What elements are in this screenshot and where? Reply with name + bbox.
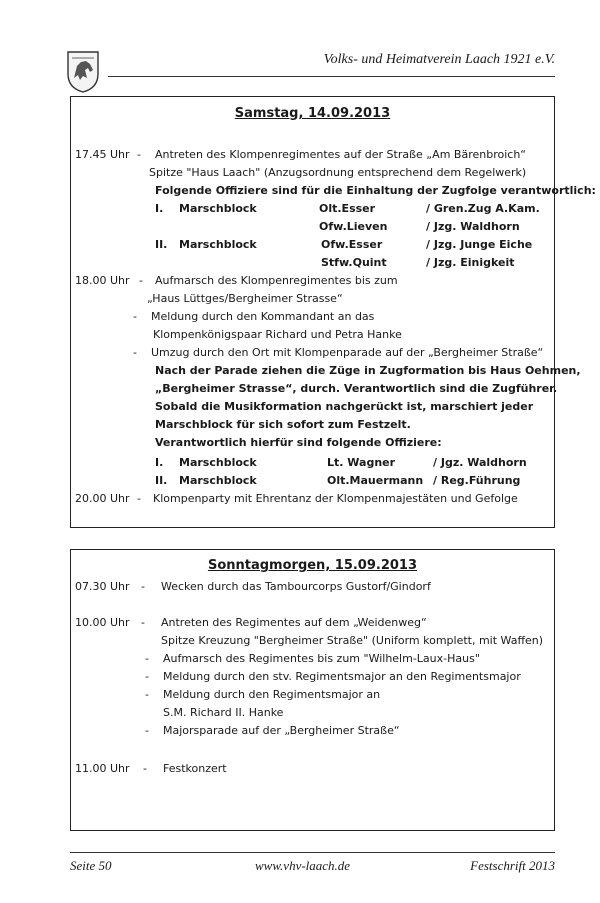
bullet-dash: - (145, 724, 149, 737)
event-text: Umzug durch den Ort mit Klompenparade auf der „Bergheimer Straße“ (151, 346, 544, 359)
bullet-dash: - (145, 688, 149, 701)
bullet-dash: - (137, 148, 141, 161)
footer-publication: Festschrift 2013 (470, 858, 555, 873)
officer-row-unit: / Gren.Zug A.Kam. (426, 202, 540, 215)
event-text: Antreten des Klompenregimentes auf der Straße „Am Bärenbroich“ (155, 148, 526, 161)
event-text: Majorsparade auf der „Bergheimer Straße“ (163, 724, 400, 737)
officer-row-unit: / Reg.Führung (433, 474, 521, 487)
officer-row-rank: Lt. Wagner (327, 456, 396, 469)
event-text: Spitze Kreuzung "Bergheimer Straße" (Uniform komplett, mit Waffen) (161, 634, 544, 647)
officer-row-unit: / Jzg. Waldhorn (426, 220, 520, 233)
time-label: 10.00 Uhr (75, 616, 130, 629)
officer-row-rank: Olt.Esser (319, 202, 376, 215)
header-divider (108, 76, 555, 77)
officer-row-num: I. (155, 456, 164, 469)
event-text: Antreten des Regimentes auf dem „Weidenweg“ (161, 616, 427, 629)
bullet-dash: - (145, 652, 149, 665)
officer-row-unit: / Jgz. Waldhorn (433, 456, 527, 469)
bullet-dash: - (133, 346, 137, 359)
saturday-schedule-box (70, 96, 596, 528)
bullet-dash: - (137, 492, 141, 505)
bullet-dash: - (141, 616, 145, 629)
officer-row-num: II. (155, 474, 168, 487)
event-text: Meldung durch den stv. Regimentsmajor an den Regimentsmajor (163, 670, 521, 683)
event-text: Meldung durch den Kommandant an das (151, 310, 375, 323)
event-text: Festkonzert (163, 762, 227, 775)
officer-row-block: Marschblock (179, 474, 257, 487)
bullet-dash: - (143, 762, 147, 775)
event-text: Klompenparty mit Ehrentanz der Klompenmajestäten und Gefolge (153, 492, 518, 505)
sunday-title: Sonntagmorgen, 15.09.2013 (207, 558, 418, 573)
saturday-title: Samstag, 14.09.2013 (234, 106, 391, 121)
event-text: S.M. Richard II. Hanke (163, 706, 284, 719)
officer-row-num: I. (155, 202, 164, 215)
officer-row-num: II. (155, 238, 168, 251)
bullet-dash: - (139, 274, 143, 287)
footer-url: www.vhv-laach.de (255, 858, 351, 873)
time-label: 20.00 Uhr (75, 492, 130, 505)
instruction-text: Marschblock für sich sofort zum Festzelt. (155, 418, 411, 431)
page-number: Seite 50 (70, 858, 112, 873)
instruction-text: Sobald die Musikformation nachgerückt ist, marschiert jeder (155, 400, 534, 413)
sunday-schedule-box (70, 549, 555, 831)
officers-heading: Verantwortlich hierfür sind folgende Offiziere: (155, 436, 442, 449)
time-label: 07.30 Uhr (75, 580, 130, 593)
time-label: 11.00 Uhr (75, 762, 130, 775)
time-label: 18.00 Uhr (75, 274, 130, 287)
event-text: Wecken durch das Tambourcorps Gustorf/Gindorf (161, 580, 431, 593)
officer-row-unit: / Jzg. Einigkeit (426, 256, 515, 269)
header-title: Volks- und Heimatverein Laach 1921 e.V. (323, 52, 555, 67)
event-text: Aufmarsch des Regimentes bis zum "Wilhelm-Laux-Haus" (163, 652, 480, 665)
event-text: Spitze "Haus Laach" (Anzugsordnung entsprechend dem Regelwerk) (149, 166, 527, 179)
bullet-dash: - (145, 670, 149, 683)
officer-row-rank: Olt.Mauermann (327, 474, 424, 487)
instruction-text: Nach der Parade ziehen die Züge in Zugformation bis Haus Oehmen, (155, 364, 581, 377)
officer-row-block: Marschblock (179, 202, 257, 215)
footer-divider (70, 852, 555, 853)
officer-row-block: Marschblock (179, 238, 257, 251)
event-text: „Haus Lüttges/Bergheimer Strasse“ (147, 292, 343, 305)
officer-row-block: Marschblock (179, 456, 257, 469)
time-label: 17.45 Uhr (75, 148, 130, 161)
event-text: Aufmarsch des Klompenregimentes bis zum (155, 274, 398, 287)
officer-row-rank: Ofw.Lieven (319, 220, 388, 233)
bullet-dash: - (141, 580, 145, 593)
event-text: Meldung durch den Regimentsmajor an (163, 688, 381, 701)
instruction-text: „Bergheimer Strasse“, durch. Verantwortlich sind die Zugführer. (155, 382, 558, 395)
event-text: Klompenkönigspaar Richard und Petra Hanke (153, 328, 402, 341)
officers-heading: Folgende Offiziere sind für die Einhaltung der Zugfolge verantwortlich: (155, 184, 596, 197)
officer-row-rank: Stfw.Quint (321, 256, 387, 269)
bullet-dash: - (133, 310, 137, 323)
officer-row-rank: Ofw.Esser (321, 238, 383, 251)
officer-row-unit: / Jzg. Junge Eiche (426, 238, 533, 251)
